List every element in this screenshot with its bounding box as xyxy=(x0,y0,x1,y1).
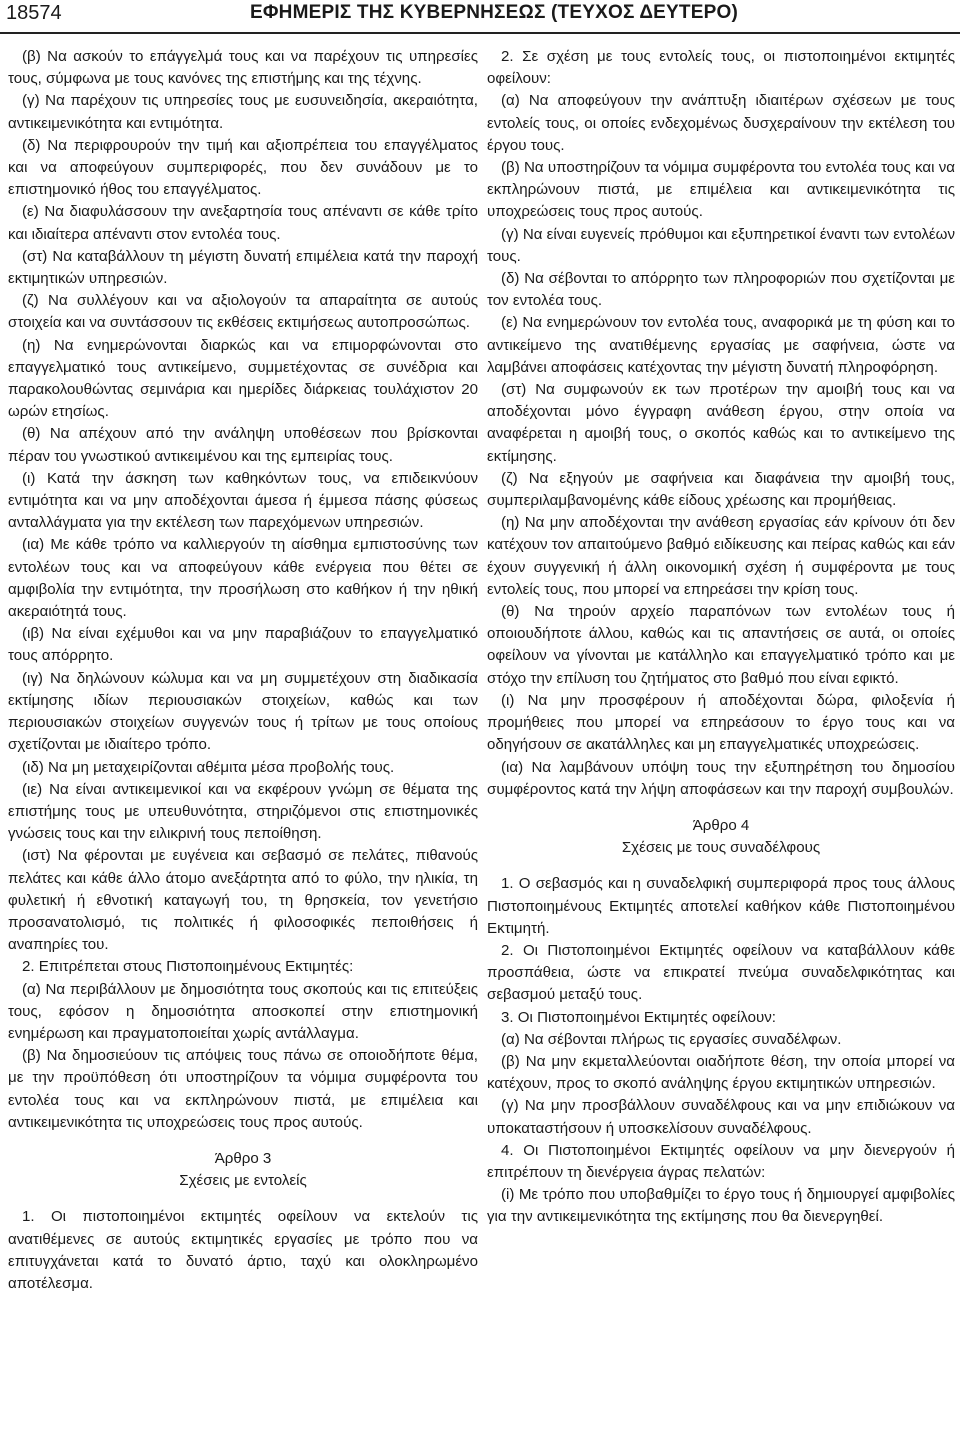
paragraph: (ιστ) Να φέρονται με ευγένεια και σεβασμό σε πελάτες, πιθανούς πελάτες και κάθε άλλο άτομο ανεξάρτητα από το φύλο, την ηλικία, τη φυλετική ή εθνοτική καταγωγή του, τη θρησκεία, τον γενετήσιο προσανατολισμό, τις πολιτικές ή φιλοσοφικές πεποιθήσεις ή αναπηρίες του. xyxy=(8,847,478,954)
paragraph: 2. Σε σχέση με τους εντολείς τους, οι πιστοποιημένοι εκτιμητές οφείλουν: xyxy=(487,48,955,88)
paragraph: (θ) Να τηρούν αρχείο παραπόνων των εντολέων τους ή οποιουδήποτε άλλου, καθώς και τις απαντήσεις σε αυτά, οι οποίες οφείλουν να γίνονται με κατάλληλο και επαγγελματικό τρόπο και με στόχο την επίλυση του ζητήματος στο βαθμό που είναι εφικτό. xyxy=(487,603,955,687)
journal-title: ΕΦΗΜΕΡΙΣ ΤΗΣ ΚΥΒΕΡΝΗΣΕΩΣ (ΤΕΥΧΟΣ ΔΕΥΤΕΡΟ) xyxy=(250,2,738,23)
paragraph: 2. Επιτρέπεται στους Πιστοποιημένους Εκτιμητές: xyxy=(22,958,354,976)
paragraph: (ι) Κατά την άσκηση των καθηκόντων τους, να επιδεικνύουν εντιμότητα και να μην αποδέχονται άμεσα ή έμμεσα πάσης φύσεως ανταλλάγματα για την εκτέλεση των παρεχόμενων υπηρεσιών. xyxy=(8,469,478,532)
paragraph: (στ) Να καταβάλλουν τη μέγιστη δυνατή επιμέλεια κατά την παροχή εκτιμητικών υπηρεσιών. xyxy=(8,247,478,288)
paragraph: (ιδ) Να μη μεταχειρίζονται αθέμιτα μέσα προβολής τους. xyxy=(22,758,395,776)
paragraph: (ια) Με κάθε τρόπο να καλλιεργούν τη αίσθημα εμπιστοσύνης των εντολέων τους και να αποφεύγουν κάθε ενέργεια που θέτει σε αμφιβολία την εντιμότητα, την προσήλωση στο καθήκον ή την ηθική ακεραιότητά τους. xyxy=(8,536,478,621)
paragraph: (β) Να δημοσιεύουν τις απόψεις τους πάνω σε οποιοδήποτε θέμα, με την προϋπόθεση ότι υποστηρίζουν τα νόμιμα συμφέροντα του εντολέα τους και να εκπληρώνουν πιστά, με επιμέλεια και αντικειμενικότητα τις υποχρεώσεις τους προς αυτούς. xyxy=(8,1047,478,1131)
paragraph: (η) Να μην αποδέχονται την ανάθεση εργασίας εάν κρίνουν ότι δεν κατέχουν τον απαιτούμενο βαθμό ειδίκευσης και πείρας καθώς και εάν έχουν συγγενική ή άλλη οικονομική σχέση ή συμφέροντα με τους εντολείς τους, που μπορεί να επηρεάσει την κρίση τους. xyxy=(487,514,955,598)
paragraph: 1. Οι πιστοποιημένοι εκτιμητές οφείλουν να εκτελούν τις ανατιθέμενες σε αυτούς εκτιμητικές εργασίες με τρόπο που να επιτυγχάνεται κατά το δυνατό άρτιο, ταχύ και ολοκληρωμένο αποτέλεσμα. xyxy=(8,1208,478,1292)
paragraph: (δ) Να σέβονται το απόρρητο των πληροφοριών που σχετίζονται με τον εντολέα τους. xyxy=(487,270,955,310)
paragraph: (ζ) Να εξηγούν με σαφήνεια και διαφάνεια την αμοιβή τους, συμπεριλαμβανομένης κάθε είδους χρέωσης και προμήθειας. xyxy=(487,469,955,510)
paragraph: (ε) Να ενημερώνουν τον εντολέα τους, αναφορικά με τη φύση και το αντικείμενο της ανατιθέμενης εργασίας με σαφήνεια, ώστε να λαμβάνει αποφάσεις κατέχοντας την μέγιστη δυνατή πληροφόρηση. xyxy=(487,314,955,376)
paragraph: (γ) Να παρέχουν τις υπηρεσίες τους με ευσυνειδησία, ακεραιότητα, αντικειμενικότητα και εντιμότητα. xyxy=(8,92,478,132)
article-4-subtitle: Σχέσεις με τους συναδέλφους xyxy=(621,839,821,857)
header-rule xyxy=(0,32,960,34)
article-4-title: Άρθρο 4 xyxy=(692,816,750,834)
paragraph: (β) Να ασκούν το επάγγελμά τους και να παρέχουν τις υπηρεσίες τους, σύμφωνα με τους κανόνες της επιστήμης και της τέχνης. xyxy=(8,48,478,88)
paragraph: (γ) Να μην προσβάλλουν συναδέλφους και να μην επιδιώκουν να υποκαταστήσουν ή υποσκελίσουν συναδέλφους. xyxy=(487,1097,955,1137)
paragraph: (α) Να περιβάλλουν με δημοσιότητα τους σκοπούς και τις επιτεύξεις τους, εφόσον η δημοσιότητα αποσκοπεί στην επιστημονική ενημέρωση και πραγματοποιείται χωρίς αντάλλαγμα. xyxy=(8,980,478,1042)
paragraph: (α) Να αποφεύγουν την ανάπτυξη ιδιαιτέρων σχέσεων με τους εντολείς τους, οι οποίες ενδεχομένως δυσχεραίνουν την εκτέλεση του έργου τους. xyxy=(487,92,955,154)
paragraph: 2. Οι Πιστοποιημένοι Εκτιμητές οφείλουν να καταβάλλουν κάθε προσπάθεια, ώστε να επικρατεί πνεύμα συναδελφικότητας και σεβασμού μεταξύ τους. xyxy=(487,941,955,1004)
paragraph: (β) Να υποστηρίζουν τα νόμιμα συμφέροντα του εντολέα τους και να εκπληρώνουν πιστά, με επιμέλεια και αντικειμενικότητα τις υποχρεώσεις τους προς αυτούς. xyxy=(487,159,955,221)
paragraph: (ι) Να μην προσφέρουν ή αποδέχονται δώρα, φιλοξενία ή προμήθειες που μπορεί να επηρεάσουν το έργο τους και να οδηγήσουν σε ακατάλληλες και μη επαγγελματικές υποχρεώσεις. xyxy=(487,691,955,754)
paragraph: (η) Να ενημερώνονται διαρκώς και να επιμορφώνονται στο επαγγελματικό τους αντικείμενο, συμμετέχοντας σε συνέδρια και παρακολουθώντας σεμινάρια και ημερίδες διάρκειας τουλάχιστον 20 ωρών ετησίως. xyxy=(8,336,478,421)
page-number: 18574 xyxy=(6,2,62,24)
paragraph: (β) Να μην εκμεταλλεύονται οιαδήποτε θέση, την οποία μπορεί να κατέχουν, προς το σκοπό ανάληψης έργου εκτιμητικών υπηρεσιών. xyxy=(487,1052,955,1093)
paragraph: (i) Με τρόπο που υποβαθμίζει το έργο τους ή δημιουργεί αμφιβολίες για την αντικειμενικότητα της εκτίμησης που θα διενεργηθεί. xyxy=(487,1186,955,1226)
left-column xyxy=(8,46,478,1295)
paragraph: 3. Οι Πιστοποιημένοι Εκτιμητές οφείλουν: xyxy=(501,1008,776,1026)
paragraph: (α) Να σέβονται πλήρως τις εργασίες συναδέλφων. xyxy=(501,1030,842,1048)
paragraph: 1. Ο σεβασμός και η συναδελφική συμπεριφορά προς τους άλλους Πιστοποιημένους Εκτιμητές αποτελεί καθήκον κάθε Πιστοποιημένου Εκτιμητή. xyxy=(487,875,955,937)
paragraph: (ια) Να λαμβάνουν υπόψη τους την εξυπηρέτηση του δημοσίου συμφέροντος κατά την λήψη αποφάσεων και την παροχή συμβουλών. xyxy=(487,758,955,798)
page-header xyxy=(0,0,960,30)
paragraph: (θ) Να απέχουν από την ανάληψη υποθέσεων που βρίσκονται πέραν του γνωστικού αντικειμένου και της εμπειρίας τους. xyxy=(8,425,478,465)
paragraph: (στ) Να συμφωνούν εκ των προτέρων την αμοιβή τους και να αποδέχονται μόνο έγγραφη ανάθεση έργου, στην οποία να αναφέρεται η αμοιβή τους, ο σκοπός καθώς και το αντικείμενο της εκτίμησης. xyxy=(487,381,955,465)
paragraph: (ζ) Να συλλέγουν και να αξιολογούν τα απαραίτητα σε αυτούς στοιχεία και να συντάσσουν τις εκθέσεις εκτιμήσεως αυτοπροσώπως. xyxy=(8,292,478,332)
paragraph: (γ) Να είναι ευγενείς πρόθυμοι και εξυπηρετικοί έναντι των εντολέων τους. xyxy=(487,225,955,265)
paragraph: (ιβ) Να είναι εχέμυθοι και να μην παραβιάζουν το επαγγελματικό τους απόρρητο. xyxy=(8,625,478,665)
right-column xyxy=(487,46,955,1229)
paragraph: (δ) Να περιφρουρούν την τιμή και αξιοπρέπεια του επαγγέλματος και να αποφεύγουν συμπεριφορές, που δεν συνάδουν με το επιστημονικό ήθος του επαγγέλματος. xyxy=(8,136,478,199)
paragraph: (ε) Να διαφυλάσσουν την ανεξαρτησία τους απέναντι σε κάθε τρίτο και ιδιαίτερα απέναντι στον εντολέα τους. xyxy=(8,203,478,243)
paragraph: (ιγ) Να δηλώνουν κώλυμα και να μη συμμετέχουν στη διαδικασία εκτίμησης ιδίων περιουσιακών στοιχείων, καθώς και των περιουσιακών στοιχείων συγγενών τους ή τρίτων με τους οποίους σχετίζονται με ιδιαίτερο τρόπο. xyxy=(8,669,478,754)
article-3-subtitle: Σχέσεις με εντολείς xyxy=(179,1172,307,1190)
paragraph: 4. Οι Πιστοποιημένοι Εκτιμητές οφείλουν να μην διενεργούν ή επιτρέπουν τη διενέργεια άγρας πελατών: xyxy=(487,1141,955,1181)
paragraph: (ιε) Να είναι αντικειμενικοί και να εκφέρουν γνώμη σε θέματα της επιστήμης τους με υπευθυνότητα, στηριζόμενοι στις επιστημονικές γνώσεις τους και την ειλικρινή τους πεποίθηση. xyxy=(8,780,478,843)
article-3-title: Άρθρο 3 xyxy=(214,1149,272,1167)
